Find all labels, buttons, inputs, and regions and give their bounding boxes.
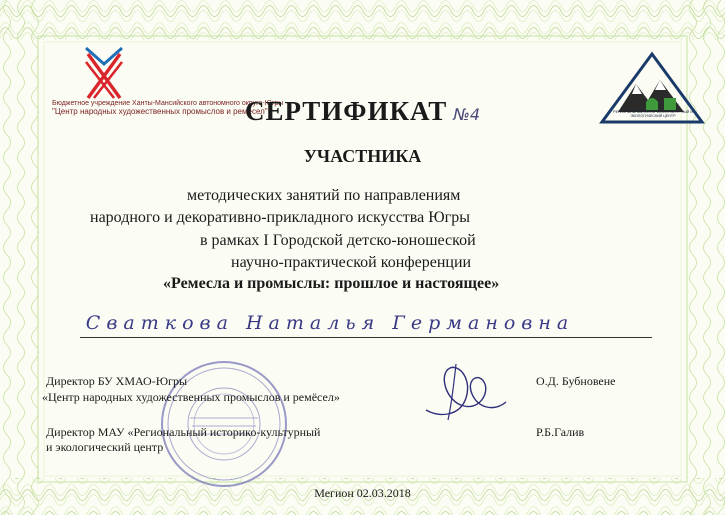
body-line: научно-практической конференции [231,254,472,271]
right-logo-caption: РЕГИОНАЛЬНЫЙ ИСТОРИКО-КУЛЬТУРНЫЙ И ЭКОЛОГИЧЕСКИЙ ЦЕНТР [613,110,693,119]
body-line-event-title: «Ремесла и промыслы: прошлое и настоящее» [163,275,500,292]
body-line: в рамках I Городской детско-юношеской [200,232,476,249]
signatory-1-position: Директор БУ ХМАО-Югры [46,374,188,388]
recipient-underline [80,337,652,338]
left-logo-caption-line: "Центр народных художественных промыслов и ремесел" [52,107,268,116]
body-line: методических занятий по направлениям [187,187,461,204]
certificate-title [0,96,725,127]
signatory-2-position: и экологический центр [46,440,164,454]
signatory-2-position: Директор МАУ «Региональный историко-культурный [46,425,321,439]
recipient-name: Сваткова Наталья Германовна [85,312,575,334]
certificate-subtitle: УЧАСТНИКА [303,146,422,166]
place-and-date: Мегион 02.03.2018 [314,486,411,500]
signatory-1-name: О.Д. Бубновене [536,374,616,388]
crossed-red-lines-logo-icon [82,44,126,100]
signatory-2-name: Р.Б.Галив [536,425,585,439]
signatory-1-position: «Центр народных художественных промыслов и ремёсел» [42,390,340,404]
certificate-number: №4 [453,105,481,124]
title-text: СЕРТИФИКАТ [244,96,448,126]
handwritten-signature-icon [420,358,510,428]
body-line: народного и декоративно-прикладного искусства Югры [90,209,470,226]
left-logo-caption-line: Бюджетное учреждение Ханты-Мансийского автономного округа-Югры [52,100,284,107]
